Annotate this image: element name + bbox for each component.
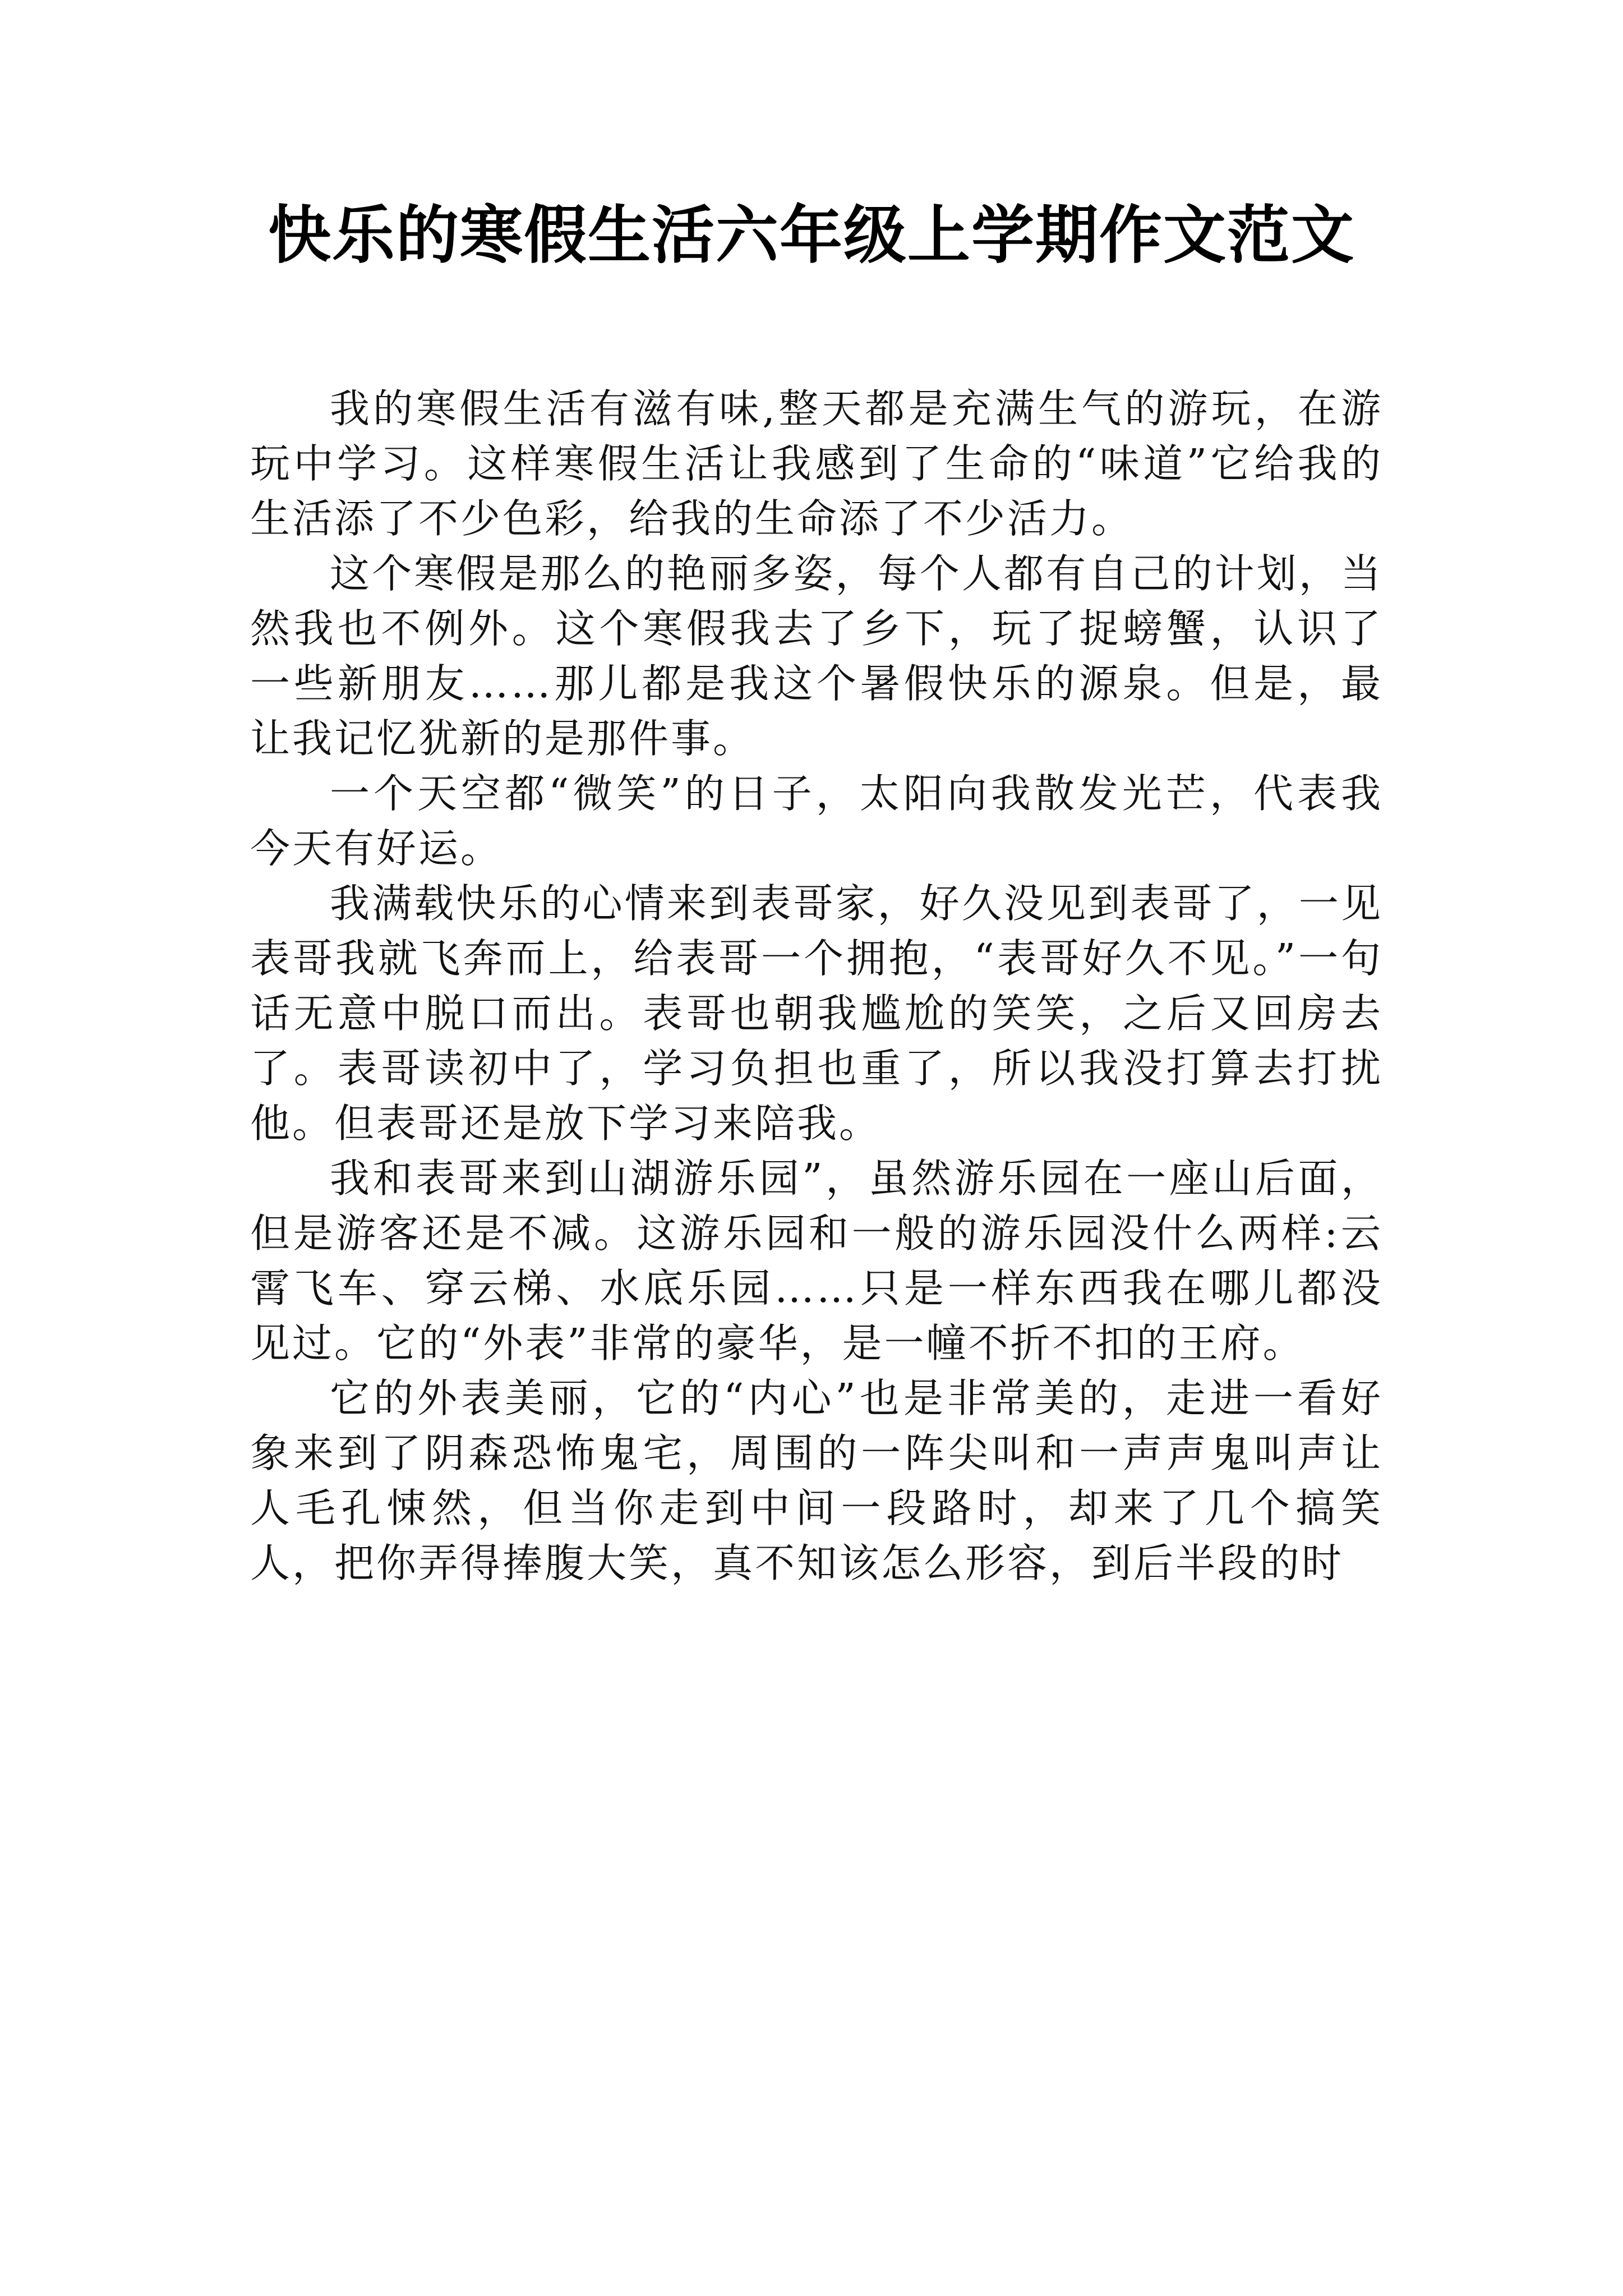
paragraph: 这个寒假是那么的艳丽多姿，每个人都有自己的计划，当然我也不例外。这个寒假我去了乡下，玩了捉螃蟹，认识了一些新朋友……那儿都是我这个暑假快乐的源泉。但是，最让我记忆犹新的是那件事。	[250, 550, 1383, 762]
document-body	[250, 381, 1383, 1591]
paragraph: 我和表哥来到山湖游乐园”，虽然游乐园在一座山后面，但是游客还是不减。这游乐园和一般的游乐园没什么两样:云霄飞车、穿云梯、水底乐园……只是一样东西我在哪儿都没见过。它的“外表”非常的豪华，是一幢不折不扣的王府。	[250, 1155, 1383, 1366]
paragraph: 我满载快乐的心情来到表哥家，好久没见到表哥了，一见表哥我就飞奔而上，给表哥一个拥抱，“表哥好久不见。”一句话无意中脱口而出。表哥也朝我尴尬的笑笑，之后又回房去了。表哥读初中了，学习负担也重了，所以我没打算去打扰他。但表哥还是放下学习来陪我。	[250, 880, 1383, 1147]
paragraph: 它的外表美丽，它的“内心”也是非常美的，走进一看好象来到了阴森恐怖鬼宅，周围的一阵尖叫和一声声鬼叫声让人毛孔悚然，但当你走到中间一段路时，却来了几个搞笑人，把你弄得捧腹大笑，真不知该怎么形容，到后半段的时	[250, 1375, 1383, 1586]
paragraph: 我的寒假生活有滋有味,整天都是充满生气的游玩，在游玩中学习。这样寒假生活让我感到了生命的“味道”它给我的生活添了不少色彩，给我的生命添了不少活力。	[250, 385, 1383, 542]
paragraph: 一个天空都“微笑”的日子，太阳向我散发光芒，代表我今天有好运。	[250, 770, 1383, 872]
document-title: 快乐的寒假生活六年级上学期作文范文	[268, 199, 1355, 272]
